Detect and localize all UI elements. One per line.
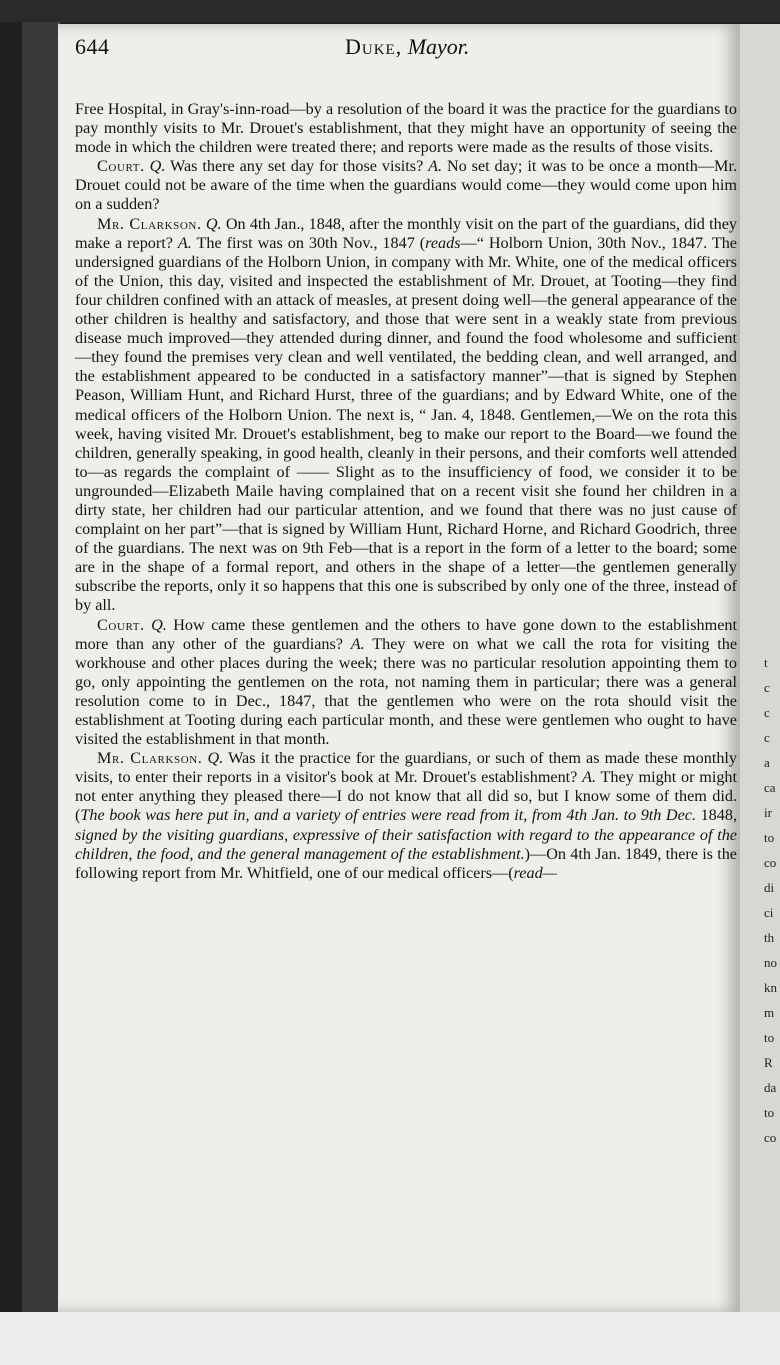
body-text xyxy=(75,100,737,883)
facing-page-fragment: to xyxy=(764,1030,775,1045)
speaker-label: Mr. Clarkson. xyxy=(97,214,202,233)
paragraph xyxy=(75,157,737,214)
facing-page-fragment: c xyxy=(764,730,770,745)
facing-page-fragment: co xyxy=(764,1130,777,1145)
facing-page-fragment: a xyxy=(764,755,770,770)
italic-text: Q. xyxy=(205,214,222,233)
text-run: On 4th Jan., 1848, after the monthly visit on the part of the guardians, did they make a report? xyxy=(75,214,738,252)
text-run: They might or might not enter anything they pleased there—I do not know that all did so, but I know some of them did. ( xyxy=(75,768,737,825)
text-run: )—On 4th Jan. 1849, there is the following report from Mr. Whitfield, one of our medical officers—( xyxy=(75,844,737,882)
facing-page-fragment: ir xyxy=(764,805,772,820)
paragraph xyxy=(75,215,737,616)
facing-page-fragment: di xyxy=(764,880,775,895)
italic-text: A. xyxy=(582,768,597,787)
text-run: How came these gentlemen and the others to have gone down to the establishment more than any other of the guardians? xyxy=(75,615,737,653)
text-run: They were on what we call the rota for visiting the workhouse and other places during the week; there was no particular resolution appointing them to go, only appointing the gentlemen on the rota, not naming them in particular; there was a general resolution come to in Dec., 1847, that the gentlemen who were on the rota should visit the establishment at Tooting during each particular month, and these were gentlemen who ought to have visited the establishment in that month. xyxy=(75,634,738,749)
italic-text: The book was here put in, and a variety of entries were read from it, from 4th Jan. to 9th Dec. xyxy=(80,806,697,825)
page-header xyxy=(75,34,715,70)
speaker-label: Court. xyxy=(97,157,145,176)
facing-page-fragment: m xyxy=(764,1005,775,1020)
facing-page-fragment: c xyxy=(764,705,770,720)
facing-page-fragment: da xyxy=(764,1080,777,1095)
text-run: Was it the practice for the guardians, or such of them as made these monthly visits, to enter their reports in a visitor's book at Mr. Drouet's establishment? xyxy=(75,749,737,787)
italic-text: reads xyxy=(425,233,461,252)
facing-page-fragments xyxy=(764,650,780,1150)
text-run: No set day; it was to be once a month—Mr. Drouet could not be aware of the time when the guardians would come—they would come upon him on a sudden? xyxy=(75,157,737,214)
italic-text: A. xyxy=(177,233,192,252)
facing-page-fragment: th xyxy=(764,930,775,945)
scan-bottom-border xyxy=(0,1312,780,1365)
italic-text: A. xyxy=(350,634,365,653)
facing-page-fragment: co xyxy=(764,855,777,870)
running-head-name: Duke, xyxy=(345,34,403,59)
facing-page-fragment: no xyxy=(764,955,777,970)
facing-page-fragment: ci xyxy=(764,905,774,920)
text-run: Free Hospital, in Gray's-inn-road—by a resolution of the board it was the practice for the guardians to pay monthly visits to Mr. Drouet's establishment, that they might have an opportunity of seeing the mode in which the children were treated there; and reports were made as the results of those visits. xyxy=(75,100,737,157)
page-number: 644 xyxy=(75,34,110,59)
facing-page-fragment: ca xyxy=(764,780,776,795)
italic-text: Q. xyxy=(207,749,224,768)
facing-page-fragment: to xyxy=(764,830,775,845)
text-run: —“ Holborn Union, 30th Nov., 1847. The undersigned guardians of the Holborn Union, in company with Mr. White, one of the medical officers of the Union, this day, visited and inspected the establishment of Mr. Drouet, at Tooting—they find four children confined with an attack of measles, at present doing well—the general appearance of the other children is healthy and satisfactory, and those that were sent in a weakly state from previous disease much improved—they attended during dinner, and found the food wholesome and sufficient—they found the premises very clean and well ventilated, the bedding clean, and well arranged, and the establishment appeared to be conducted in a satisfactory manner”—that is signed by Stephen Peason, William Hunt, and Richard Hurst, three of the guardians; and by Edward White, one of the medical officers of the Holborn Union. The next is, “ Jan. 4, 1848. Gentlemen,—We on the rota this week, having visited Mr. Drouet's establishment, beg to make our report to the Board—we found the children, generally speaking, in good health, cleanly in their persons, and their comforts well attended to—as regards the complaint of —— Slight as to the insufficiency of food, we consider it to be ungrounded—Elizabeth Maile having complained that on a recent visit she found her children in a dirty state, her children had our particular attention, and we found that there was no just cause of complaint on her part”—that is signed by William Hunt, Richard Horne, and Richard Goodrich, three of the guardians. The next was on 9th Feb—that is a report in the form of a letter to the board; some are in the shape of a formal report, and others in the shape of a letter—the gentlemen generally subscribe the reports, only it so happens that this one is subscribed by only one of the three, instead of by all. xyxy=(75,233,737,615)
facing-page-fragment: t xyxy=(764,655,768,670)
speaker-label: Court. xyxy=(97,615,145,634)
book-binding xyxy=(22,22,60,1312)
facing-page-fragment: kn xyxy=(764,980,777,995)
paragraph xyxy=(75,749,737,883)
paragraph xyxy=(75,616,737,750)
facing-page-fragment: c xyxy=(764,680,770,695)
paragraph xyxy=(75,100,737,157)
italic-text: A. xyxy=(428,157,443,176)
running-head xyxy=(345,34,469,60)
italic-text: read— xyxy=(513,863,558,882)
running-head-title: Mayor. xyxy=(407,34,470,59)
speaker-label: Mr. Clarkson. xyxy=(97,749,203,768)
italic-text: Q. xyxy=(151,615,167,634)
italic-text: Q. xyxy=(149,157,166,176)
italic-text: signed by the visiting guardians, expressive of their satisfaction with regard to the appearance of the children, the food, and the general management of the establishment. xyxy=(75,825,737,863)
facing-page-fragment: to xyxy=(764,1105,775,1120)
facing-page-fragment: R xyxy=(764,1055,773,1070)
text-run: The first was on 30th Nov., 1847 ( xyxy=(191,233,426,252)
text-run: 1848, xyxy=(696,806,738,825)
text-run: Was there any set day for those visits? xyxy=(165,157,429,176)
scan-top-border xyxy=(0,0,780,22)
